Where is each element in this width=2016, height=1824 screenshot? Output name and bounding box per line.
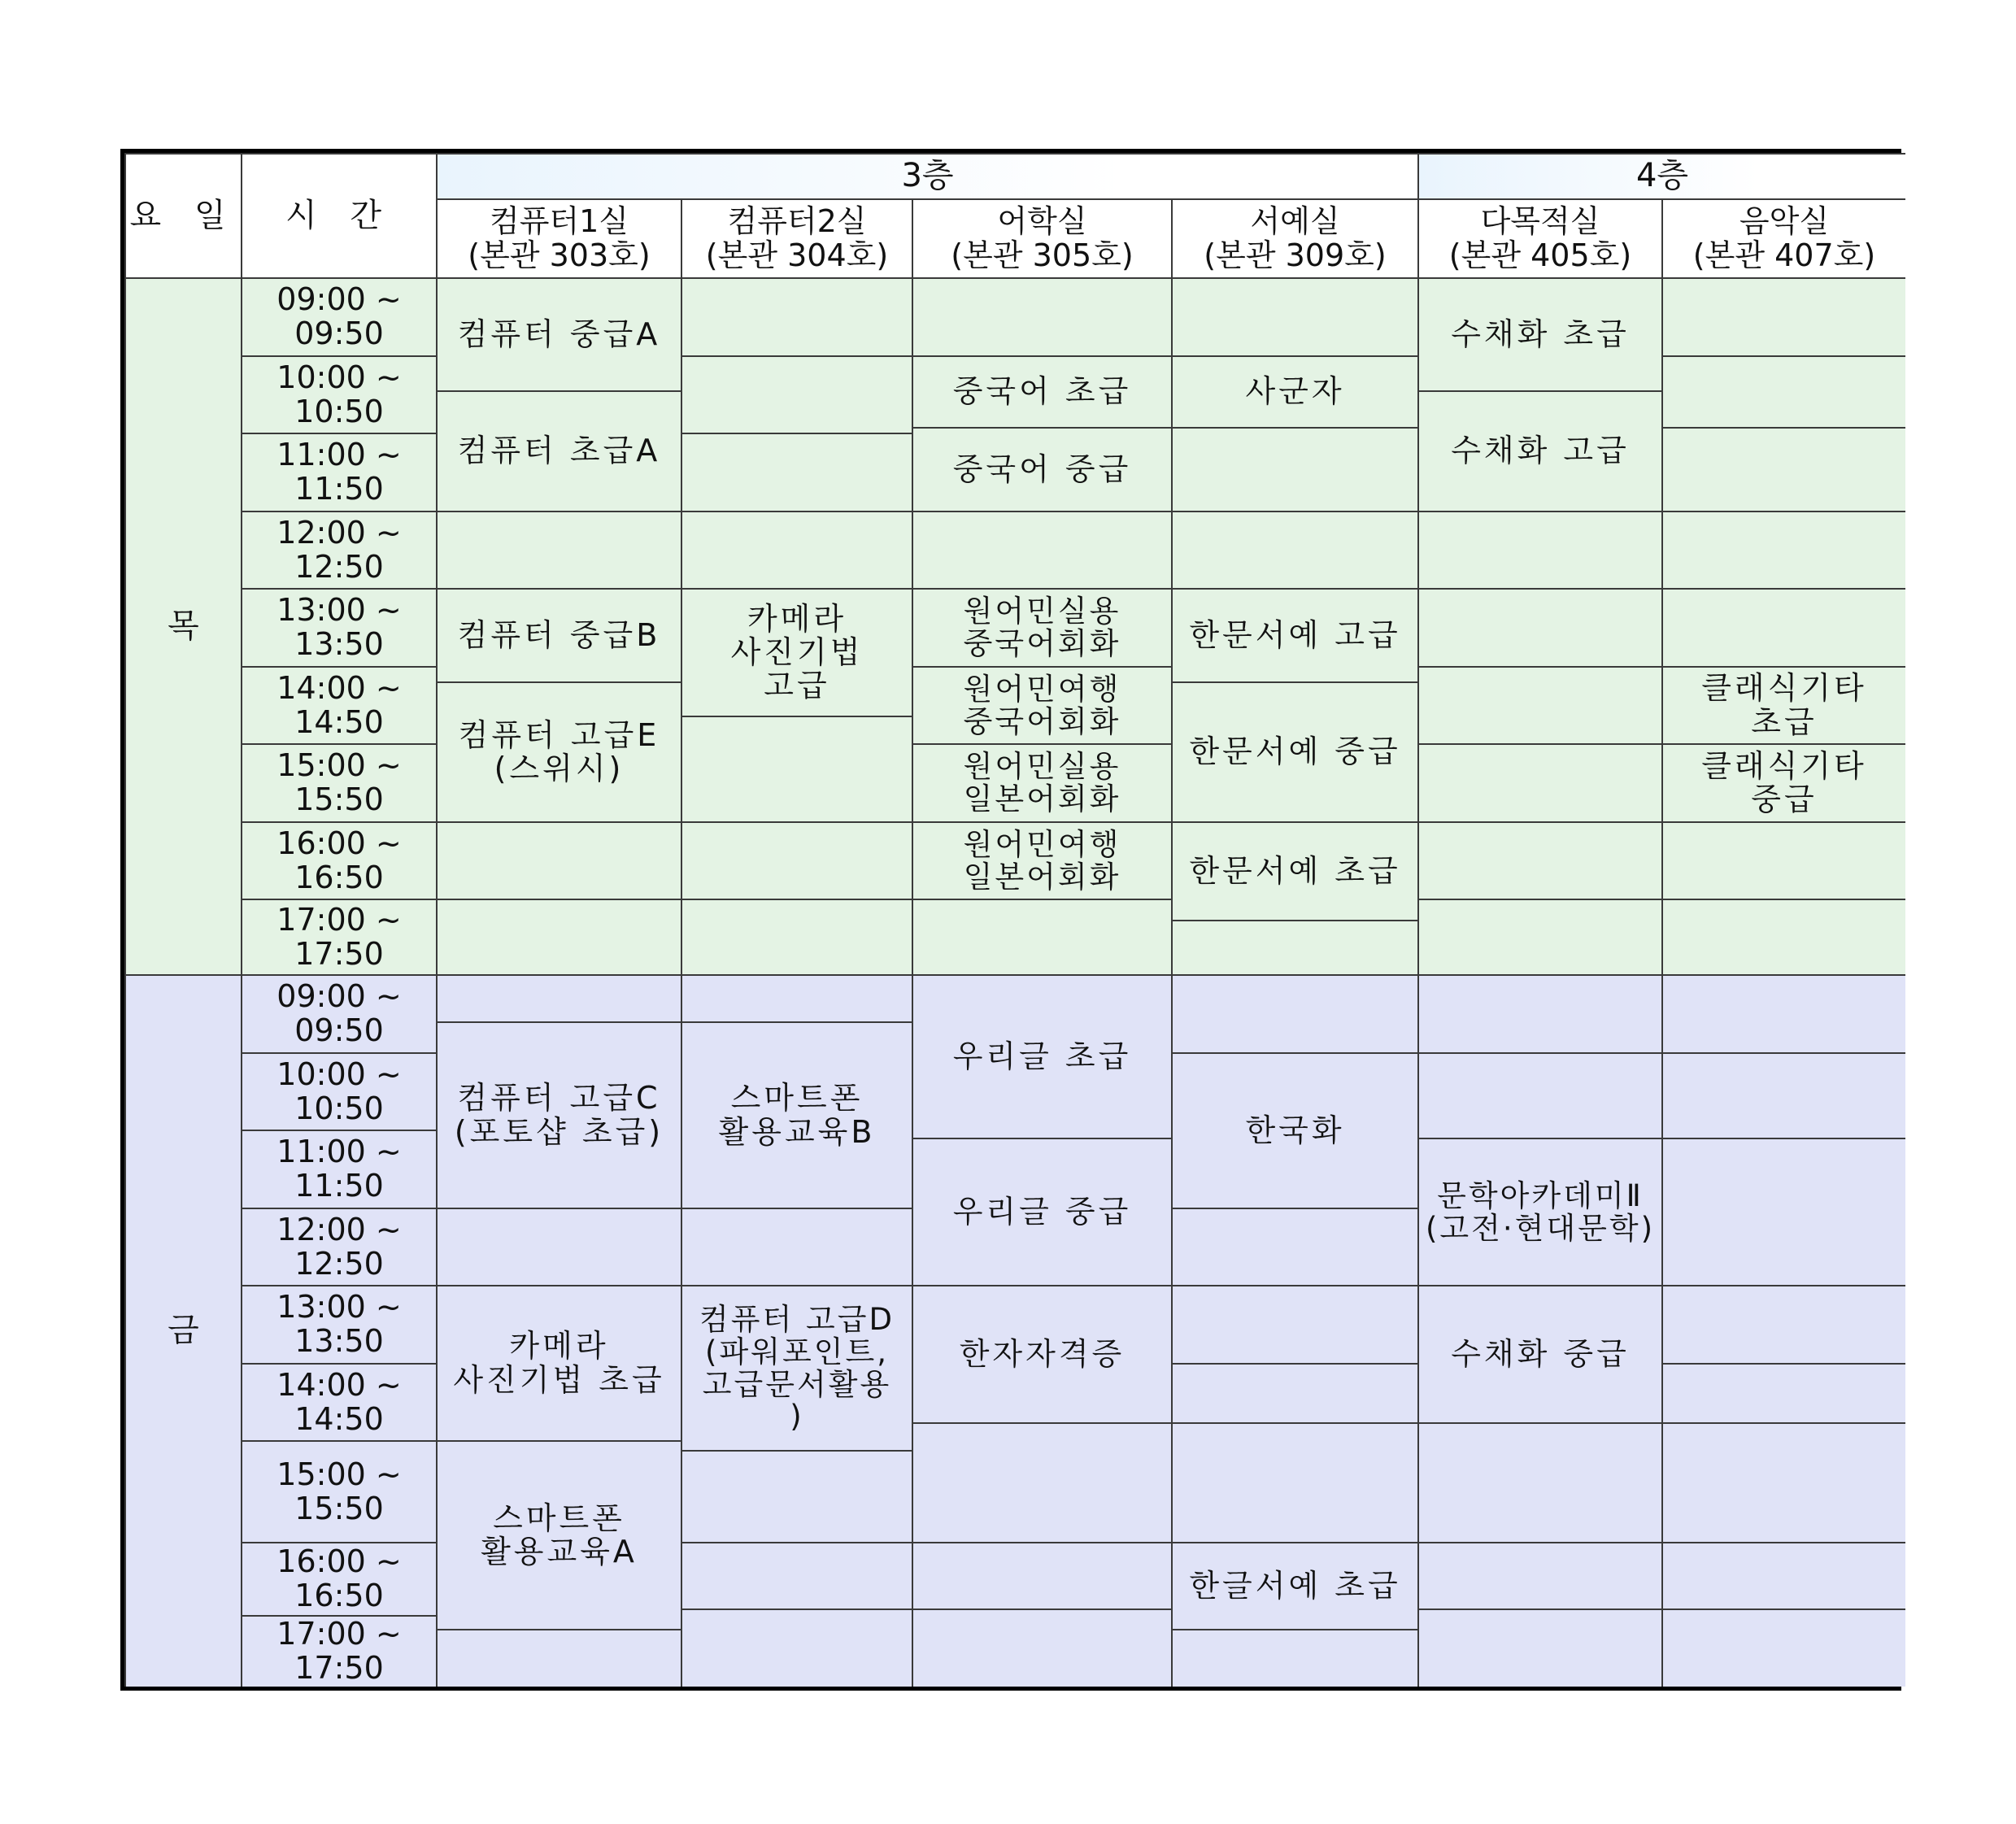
room-number: (본관 407호): [1692, 237, 1876, 273]
empty-cell: [912, 511, 1171, 588]
empty-cell: [1171, 1422, 1417, 1542]
time-slot: 13:00 ~ 13:50: [241, 588, 436, 666]
class-cell: 문학아카데미Ⅱ (고전·현대문학): [1417, 1138, 1661, 1285]
empty-cell: [681, 974, 912, 1021]
class-cell: 컴퓨터 중급A: [436, 277, 681, 390]
time-slot: 15:00 ~ 15:50: [241, 1440, 436, 1542]
class-cell: 우리글 초급: [912, 974, 1171, 1138]
time-slot: 15:00 ~ 15:50: [241, 743, 436, 821]
empty-cell: [1171, 1285, 1417, 1363]
class-cell: 원어민실용 일본어회화: [912, 743, 1171, 821]
class-cell: 컴퓨터 초급A: [436, 390, 681, 511]
class-cell: 스마트폰 활용교육A: [436, 1440, 681, 1629]
room-number: (본관 303호): [468, 237, 651, 273]
empty-cell: [1417, 1542, 1661, 1609]
empty-cell: [1417, 1422, 1661, 1542]
class-cell: 컴퓨터 고급C (포토샵 초급): [436, 1021, 681, 1208]
room-multipurpose: [1417, 198, 1661, 277]
room-number: (본관 304호): [705, 237, 889, 273]
empty-cell: [436, 1208, 681, 1285]
empty-cell: [912, 899, 1171, 974]
empty-cell: [681, 277, 912, 355]
room-language: [912, 198, 1171, 277]
empty-cell: [1661, 511, 1905, 588]
class-cell: 수채화 고급: [1417, 390, 1661, 511]
empty-cell: [681, 355, 912, 433]
class-cell: 우리글 중급: [912, 1138, 1171, 1285]
floor-4: 4층: [1417, 153, 1905, 198]
empty-cell: [1417, 743, 1661, 821]
room-computer1: [436, 198, 681, 277]
class-cell: 수채화 초급: [1417, 277, 1661, 390]
day-thursday: 목: [124, 277, 241, 974]
header-day: 요 일: [124, 153, 241, 277]
empty-cell: [912, 277, 1171, 355]
room-number: (본관 405호): [1448, 237, 1632, 273]
empty-cell: [1417, 1609, 1661, 1687]
room-name: 음악실: [1739, 203, 1830, 240]
room-computer2: [681, 198, 912, 277]
empty-cell: [1661, 355, 1905, 427]
class-cell: 한문서예 중급: [1171, 681, 1417, 821]
empty-cell: [681, 1609, 912, 1687]
room-name: 서예실: [1250, 203, 1340, 240]
room-name: 다목적실: [1480, 203, 1600, 240]
class-cell: 컴퓨터 고급D (파워포인트, 고급문서활용 ): [681, 1285, 912, 1450]
empty-cell: [1417, 899, 1661, 974]
class-cell: 클래식기타 초급: [1661, 666, 1905, 743]
time-slot: 16:00 ~ 16:50: [241, 1542, 436, 1615]
empty-cell: [912, 1609, 1171, 1687]
empty-cell: [1171, 427, 1417, 511]
empty-cell: [1661, 1285, 1905, 1363]
empty-cell: [681, 433, 912, 511]
empty-cell: [436, 1629, 681, 1687]
empty-cell: [1661, 1052, 1905, 1138]
empty-cell: [912, 1422, 1171, 1542]
empty-cell: [1417, 588, 1661, 666]
empty-cell: [1661, 1422, 1905, 1542]
class-cell: 클래식기타 중급: [1661, 743, 1905, 821]
empty-cell: [1661, 1363, 1905, 1422]
empty-cell: [1661, 899, 1905, 974]
empty-cell: [681, 511, 912, 588]
empty-cell: [1417, 821, 1661, 899]
empty-cell: [1661, 277, 1905, 355]
class-cell: 중국어 중급: [912, 427, 1171, 511]
class-cell: 한문서예 고급: [1171, 588, 1417, 681]
class-cell: 컴퓨터 중급B: [436, 588, 681, 681]
time-slot: 14:00 ~ 14:50: [241, 666, 436, 743]
empty-cell: [436, 899, 681, 974]
empty-cell: [681, 821, 912, 899]
empty-cell: [1171, 974, 1417, 1052]
class-cell: 한글서예 초급: [1171, 1542, 1417, 1629]
timetable: [120, 149, 1901, 1691]
empty-cell: [1171, 277, 1417, 355]
empty-cell: [1171, 1208, 1417, 1285]
empty-cell: [1661, 821, 1905, 899]
room-name: 컴퓨터1실: [489, 203, 629, 240]
empty-cell: [912, 1542, 1171, 1609]
time-slot: 17:00 ~ 17:50: [241, 1615, 436, 1687]
time-slot: 16:00 ~ 16:50: [241, 821, 436, 899]
header-time: 시 간: [241, 153, 436, 277]
empty-cell: [681, 716, 912, 821]
class-cell: 카메라 사진기법 고급: [681, 588, 912, 716]
empty-cell: [1661, 974, 1905, 1052]
empty-cell: [681, 1450, 912, 1542]
class-cell: 중국어 초급: [912, 355, 1171, 427]
empty-cell: [681, 899, 912, 974]
empty-cell: [681, 1542, 912, 1609]
class-cell: 원어민실용 중국어회화: [912, 588, 1171, 666]
class-cell: 수채화 중급: [1417, 1285, 1661, 1422]
class-cell: 원어민여행 중국어회화: [912, 666, 1171, 743]
time-slot: 10:00 ~ 10:50: [241, 1052, 436, 1130]
room-name: 어학실: [997, 203, 1087, 240]
empty-cell: [1417, 974, 1661, 1052]
time-slot: 11:00 ~ 11:50: [241, 433, 436, 511]
time-slot: 12:00 ~ 12:50: [241, 511, 436, 588]
time-slot: 14:00 ~ 14:50: [241, 1363, 436, 1440]
empty-cell: [681, 1208, 912, 1285]
empty-cell: [436, 511, 681, 588]
empty-cell: [436, 974, 681, 1021]
empty-cell: [1171, 511, 1417, 588]
floor-3: 3층: [436, 153, 1417, 198]
time-slot: 09:00 ~ 09:50: [241, 974, 436, 1052]
empty-cell: [1661, 1542, 1905, 1609]
room-music: [1661, 198, 1905, 277]
time-slot: 13:00 ~ 13:50: [241, 1285, 436, 1363]
empty-cell: [1171, 1629, 1417, 1687]
class-cell: 한자자격증: [912, 1285, 1171, 1422]
time-slot: 17:00 ~ 17:50: [241, 899, 436, 974]
room-number: (본관 305호): [951, 237, 1134, 273]
empty-cell: [436, 821, 681, 899]
empty-cell: [1171, 1363, 1417, 1422]
time-slot: 09:00 ~ 09:50: [241, 277, 436, 355]
class-cell: 컴퓨터 고급E (스위시): [436, 681, 681, 821]
class-cell: 원어민여행 일본어회화: [912, 821, 1171, 899]
time-slot: 12:00 ~ 12:50: [241, 1208, 436, 1285]
room-number: (본관 309호): [1204, 237, 1387, 273]
empty-cell: [1417, 511, 1661, 588]
empty-cell: [1417, 666, 1661, 743]
room-calligraphy: [1171, 198, 1417, 277]
class-cell: 한국화: [1171, 1052, 1417, 1208]
class-cell: 카메라 사진기법 초급: [436, 1285, 681, 1440]
empty-cell: [1661, 588, 1905, 666]
class-cell: 사군자: [1171, 355, 1417, 427]
time-slot: 10:00 ~ 10:50: [241, 355, 436, 433]
class-cell: 스마트폰 활용교육B: [681, 1021, 912, 1208]
empty-cell: [1171, 920, 1417, 974]
time-slot: 11:00 ~ 11:50: [241, 1130, 436, 1208]
empty-cell: [1417, 1052, 1661, 1138]
empty-cell: [1661, 427, 1905, 511]
room-name: 컴퓨터2실: [727, 203, 867, 240]
empty-cell: [1661, 1609, 1905, 1687]
empty-cell: [1661, 1138, 1905, 1285]
day-friday: 금: [124, 974, 241, 1687]
class-cell: 한문서예 초급: [1171, 821, 1417, 920]
